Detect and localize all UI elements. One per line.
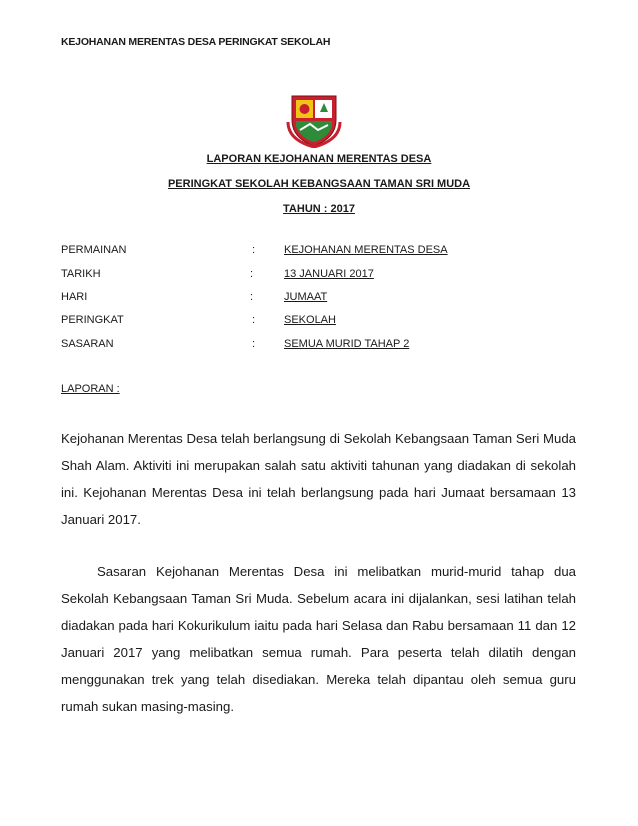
info-value: 13 JANUARI 2017: [284, 268, 374, 280]
info-value: SEKOLAH: [284, 314, 336, 326]
info-colon: :: [250, 291, 254, 303]
info-colon: :: [252, 314, 256, 326]
year-title: TAHUN : 2017: [283, 203, 355, 215]
school-title: PERINGKAT SEKOLAH KEBANGSAAN TAMAN SRI MUDA: [167, 178, 471, 190]
info-row-hari: [61, 291, 581, 307]
info-label: PERINGKAT: [61, 314, 124, 326]
info-colon: :: [252, 244, 256, 256]
info-colon: :: [252, 338, 256, 350]
info-label: TARIKH: [61, 268, 101, 280]
info-label: PERMAINAN: [61, 244, 127, 256]
page-header: KEJOHANAN MERENTAS DESA PERINGKAT SEKOLAH: [61, 36, 331, 48]
info-row-tarikh: [61, 268, 581, 284]
info-colon: :: [250, 268, 254, 280]
school-crest-icon: [284, 90, 344, 148]
info-value: JUMAAT: [284, 291, 328, 303]
report-paragraph-1: Kejohanan Merentas Desa telah berlangsung di Sekolah Kebangsaan Taman Seri Muda Shah Alam. Aktiviti ini merupakan salah satu aktiviti tahunan yang diadakan di sekolah ini. Kejohanan Merentas Desa ini telah berlangsung pada hari Jumaat bersamaan 13 Januari 2017.: [61, 431, 576, 527]
report-paragraph-2: Sasaran Kejohanan Merentas Desa ini melibatkan murid-murid tahap dua Sekolah Kebangsaan Taman Sri Muda. Sebelum acara ini dijalankan, sesi latihan telah diadakan pada hari Kokurikulum iaitu pada hari Selasa dan Rabu bersamaan 11 dan 12 Januari 2017 yang melibatkan semua rumah. Para peserta telah dilatih dengan menggunakan trek yang telah disediakan. Mereka telah dipantau oleh semua guru rumah sukan masing-masing.: [61, 564, 576, 714]
info-row-sasaran: [61, 338, 581, 354]
info-value: SEMUA MURID TAHAP 2: [284, 338, 410, 350]
laporan-label: LAPORAN :: [61, 383, 120, 395]
report-title: LAPORAN KEJOHANAN MERENTAS DESA: [206, 153, 432, 165]
info-row-permainan: [61, 244, 581, 260]
info-label: SASARAN: [61, 338, 114, 350]
info-value: KEJOHANAN MERENTAS DESA: [284, 244, 448, 256]
info-row-peringkat: [61, 314, 581, 330]
info-label: HARI: [61, 291, 88, 303]
